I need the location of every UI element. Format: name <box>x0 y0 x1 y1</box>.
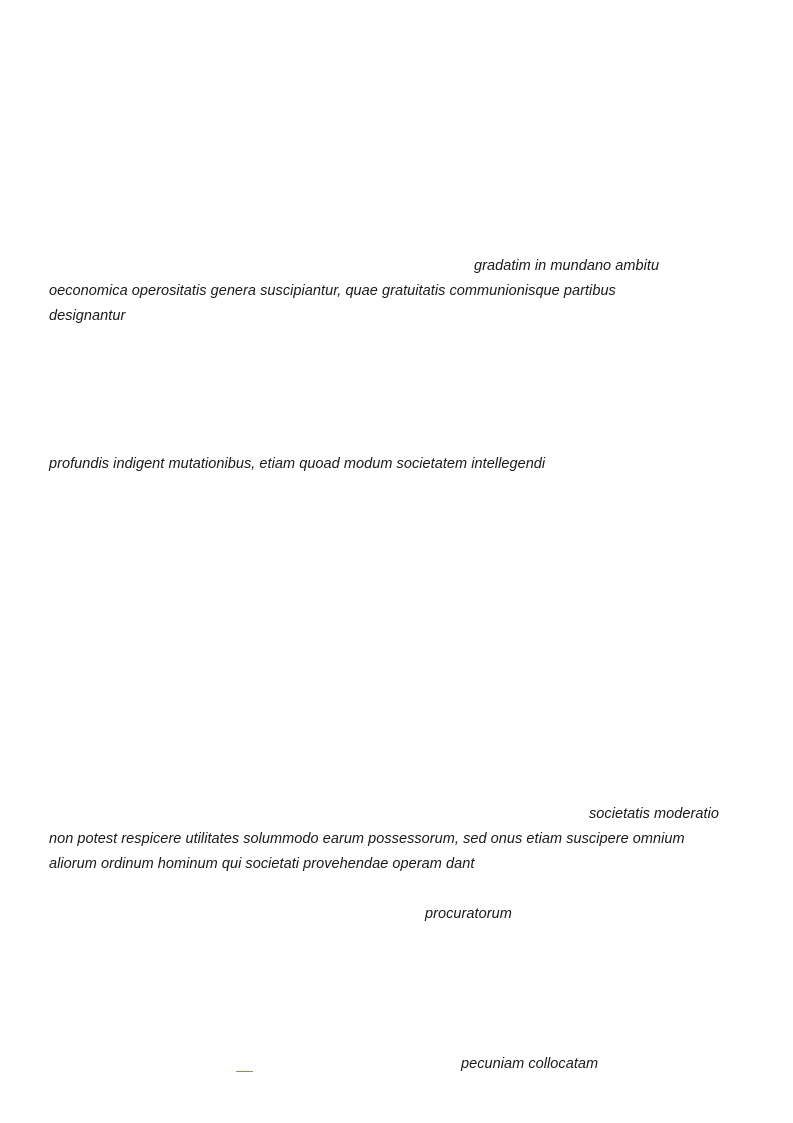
text-fragment-oeconomica: oeconomica operositatis genera suscipiantur, quae gratuitatis communionisque partibus <box>49 283 616 299</box>
text-fragment-procuratorum: procuratorum <box>425 906 512 922</box>
text-fragment-gradatim: gradatim in mundano ambitu <box>474 258 660 274</box>
text-fragment-aliorum: aliorum ordinum hominum qui societati provehendae operam dant <box>49 856 475 872</box>
text-fragment-pecuniam: pecuniam collocatam <box>461 1056 599 1072</box>
text-fragment-societatis-moderatio: societatis moderatio <box>589 806 719 822</box>
text-fragment-non-potest: non potest respicere utilitates solummodo earum possessorum, sed onus etiam suscipere omnium <box>49 831 685 847</box>
text-fragment-profundis: profundis indigent mutationibus, etiam quoad modum societatem intellegendi <box>49 456 546 472</box>
text-fragment-designantur: designantur <box>49 308 126 324</box>
footnote-link-underline[interactable] <box>236 1071 253 1072</box>
